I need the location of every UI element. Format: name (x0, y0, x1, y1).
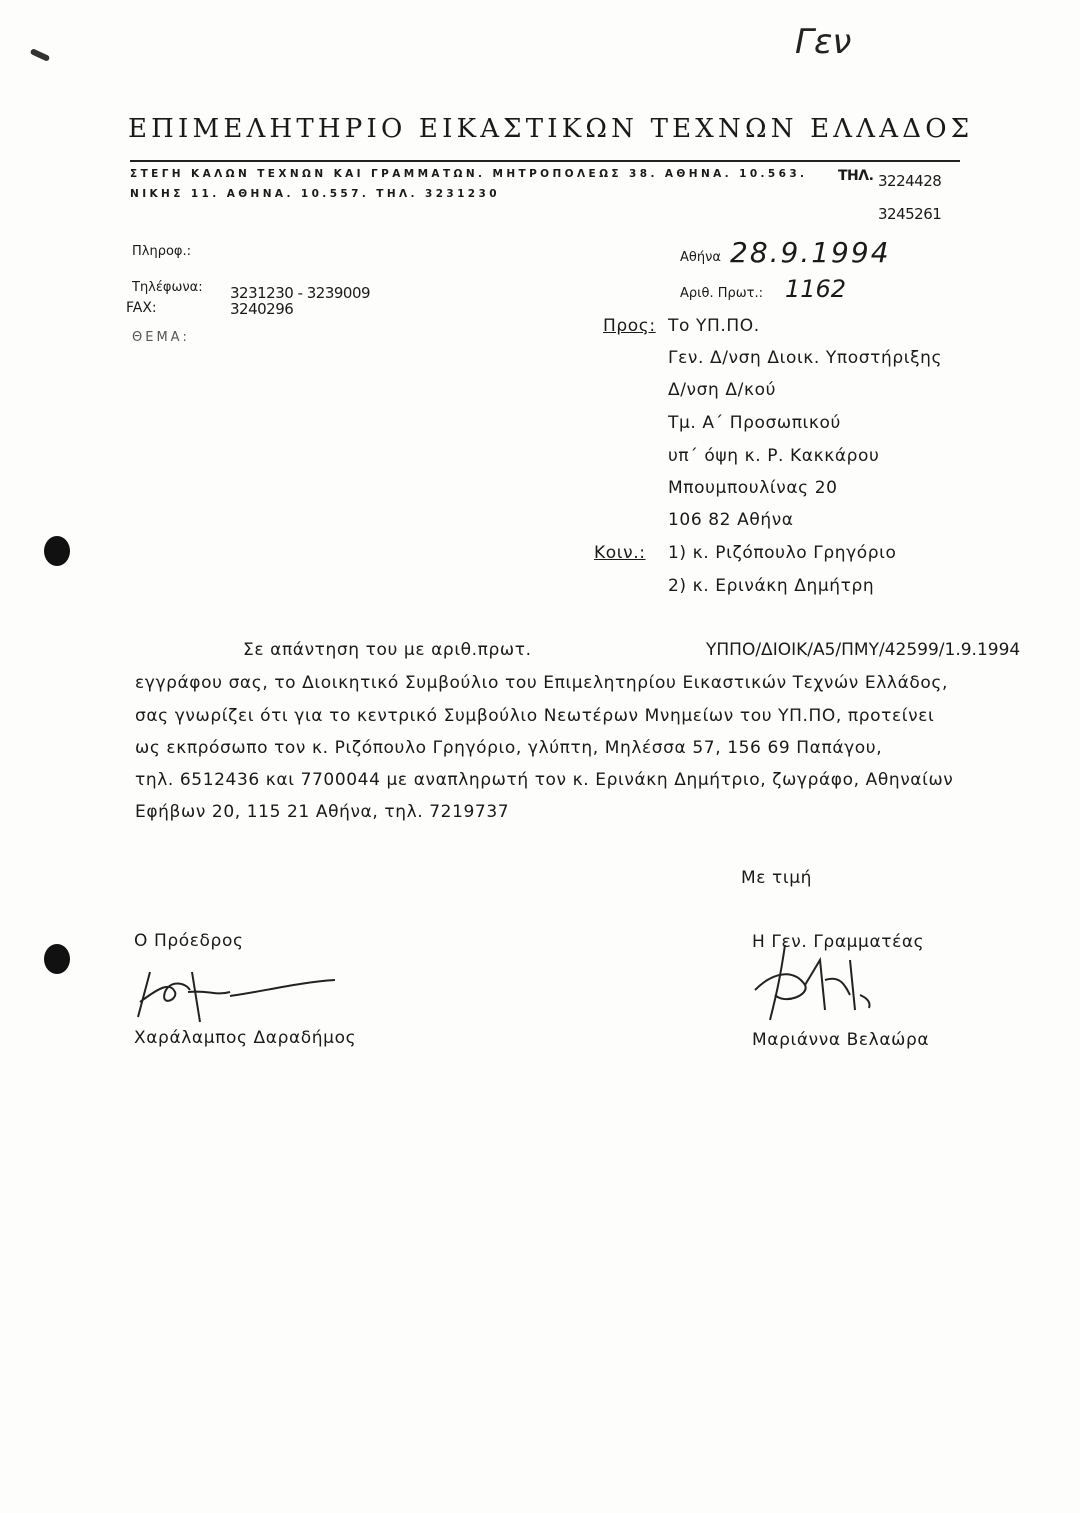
protocol-label: Αριθ. Πρωτ.: (680, 286, 764, 301)
fax-value: 3240296 (230, 300, 294, 318)
phones-value: 3231230 - 3239009 (230, 284, 371, 302)
recipient-line: Το ΥΠ.ΠΟ. (668, 316, 760, 336)
fax-label: FAX: (126, 300, 157, 316)
body-line-1: Σε απάντηση του με αριθ.πρωτ. (243, 640, 532, 660)
recipient-line: Τμ. Α΄ Προσωπικού (668, 413, 841, 433)
recipient-line: υπ΄ όψη κ. Ρ. Κακκάρου (668, 446, 880, 466)
subject-label: ΘΕΜΑ: (132, 330, 190, 345)
body-line-3: σας γνωρίζει ότι για το κεντρικό Συμβούλιο Νεωτέρων Μνημείων του ΥΠ.ΠΟ, προτείνει (135, 706, 935, 726)
letterhead-tel-label: ΤΗΛ. (838, 168, 874, 184)
punch-hole-mark-bottom (44, 944, 70, 974)
letterhead-tel2: 3245261 (878, 205, 942, 223)
info-label: Πληροφ.: (132, 244, 192, 259)
letterhead-rule (130, 160, 960, 162)
recipient-line: 106 82 Αθήνα (668, 510, 794, 530)
body-line-2: εγγράφου σας, το Διοικητικό Συμβούλιο του Επιμελητηρίου Εικαστικών Τεχνών Ελλάδος, (135, 673, 948, 693)
corner-mark (30, 48, 51, 62)
president-name: Χαράλαμπος Δαραδήμος (134, 1028, 357, 1048)
secretary-signature (745, 940, 895, 1030)
recipient-label: Προς: (603, 316, 656, 336)
handwritten-note-top: Γεν (795, 22, 852, 62)
letterhead-tel1: 3224428 (878, 172, 942, 190)
phones-label: Τηλέφωνα: (132, 280, 203, 295)
letterhead-address-line2: ΝΙΚΗΣ 11. ΑΘΗΝΑ. 10.557. ΤΗΛ. 3231230 (130, 188, 500, 200)
recipient-line: Δ/νση Δ/κού (668, 380, 777, 400)
secretary-title: Η Γεν. Γραμματέας (752, 932, 925, 952)
cc-label: Κοιν.: (594, 543, 646, 563)
date-label: Αθήνα (680, 250, 721, 265)
recipient-line: Γεν. Δ/νση Διοικ. Υποστήριξης (668, 348, 943, 368)
body-reference: ΥΠΠΟ/ΔΙΟΙΚ/Α5/ΠΜΥ/42599/1.9.1994 (706, 640, 1021, 660)
closing: Με τιμή (741, 868, 813, 888)
president-signature (130, 962, 370, 1032)
recipient-line: Μπουμπουλίνας 20 (668, 478, 838, 498)
letterhead-address-line1: ΣΤΕΓΗ ΚΑΛΩΝ ΤΕΧΝΩΝ ΚΑΙ ΓΡΑΜΜΑΤΩΝ. ΜΗΤΡΟΠΟΛΕΩΣ 38. ΑΘΗΝΑ. 10.563. (130, 168, 808, 180)
cc-line: 1) κ. Ριζόπουλο Γρηγόριο (668, 543, 897, 563)
body-line-4: ως εκπρόσωπο τον κ. Ριζόπουλο Γρηγόριο, γλύπτη, Μηλέσσα 57, 156 69 Παπάγου, (135, 738, 883, 758)
date-value: 28.9.1994 (730, 236, 891, 269)
cc-line: 2) κ. Ερινάκη Δημήτρη (668, 576, 875, 596)
body-line-5: τηλ. 6512436 και 7700044 με αναπληρωτή τον κ. Ερινάκη Δημήτριο, ζωγράφο, Αθηναίων (135, 770, 954, 790)
protocol-value: 1162 (785, 275, 847, 303)
body-line-6: Εφήβων 20, 115 21 Αθήνα, τηλ. 7219737 (135, 802, 510, 822)
secretary-name: Μαριάννα Βελαώρα (752, 1030, 930, 1050)
punch-hole-mark-top (44, 536, 70, 566)
president-title: Ο Πρόεδρος (134, 931, 244, 951)
letterhead-title: ΕΠΙΜΕΛΗΤΗΡΙΟ ΕΙΚΑΣΤΙΚΩΝ ΤΕΧΝΩΝ ΕΛΛΑΔΟΣ (128, 114, 974, 144)
